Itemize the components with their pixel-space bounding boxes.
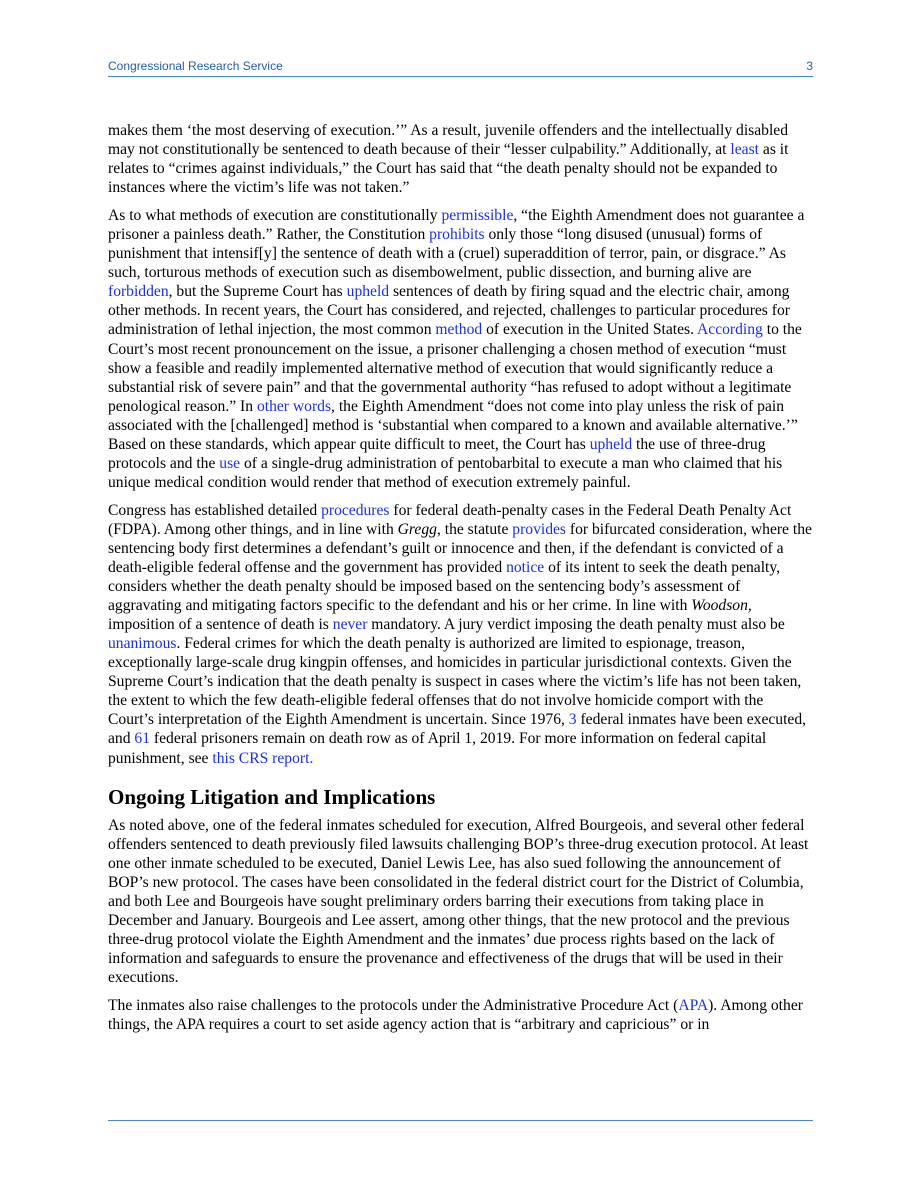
link-upheld-firing-squad[interactable]: upheld [346,283,390,301]
link-according[interactable]: According [697,321,763,339]
paragraph-2: As to what methods of execution are constitutionally permissible, “the Eighth Amendment does not guarantee a prisoner a painless death.” Rather, the Constitution prohibits only those “long disused (unusual) forms of punishment that intensif[y] the sentence of death with a (cruel) superaddition of terror, pain, or disgrace.” As such, torturous methods of execution such as disembowelment, public dissection, and burning alive are forbidden, but the Supreme Court has upheld sentences of death by firing squad and the electric chair, among other methods. In recent years, the Court has considered, and rejected, challenges to particular procedures for administration of lethal injection, the most common method of execution in the United States. According to the Court’s most recent pronouncement on the issue, a prisoner challenging a chosen method of execution “must show a feasible and readily implemented alternative method of execution that would significantly reduce a substantial risk of severe pain” and that the governmental authority “has refused to adopt without a legitimate penological reason.” In other words, the Eighth Amendment “does not come into play unless the risk of pain associated with the [challenged] method is ‘substantial when compared to a known and available alternative.’” Based on these standards, which appear quite difficult to meet, the Court has upheld the use of three-drug protocols and the use of a single-drug administration of pentobarbital to execute a man who claimed that his unique medical condition would render that method of execution extremely painful. [108,207,805,491]
link-method[interactable]: method [435,321,483,339]
link-death-row-count[interactable]: 61 [134,730,151,748]
header-page-number: 3 [806,59,813,73]
section-heading: Ongoing Litigation and Implications [108,784,436,809]
paragraph-5: The inmates also raise challenges to the protocols under the Administrative Procedure Act (APA). Among other things, the APA requires a court to set aside agency action that is “arbitrary and capricious” or in [108,996,803,1034]
link-procedures[interactable]: procedures [321,501,390,519]
footer-divider [108,1120,813,1121]
link-permissible[interactable]: permissible [441,207,514,225]
header-organization: Congressional Research Service [108,59,283,73]
paragraph-3: Congress has established detailed procedures for federal death-penalty cases in the Federal Death Penalty Act (FDPA). Among other things, and in line with Gregg, the statute provides for bifurcated consideration, where the sentencing body first determines a defendant’s guilt or innocence and then, if the defendant is convicted of a death-eligible federal offense and the government has provided notice of its intent to seek the death penalty, considers whether the death penalty should be imposed based on the sentencing body’s assessment of aggravating and mitigating factors specific to the defendant and his or her crime. In line with Woodson, imposition of a sentence of death is never mandatory. A jury verdict imposing the death penalty must also be unanimous. Federal crimes for which the death penalty is authorized are limited to espionage, treason, exceptionally large-scale drug kingpin offenses, and homicides in particular jurisdictional contexts. Given the Supreme Court’s indication that the death penalty is suspect in cases where the victim’s life has not been taken, the extent to which the few death-eligible federal offenses that do not involve homicide comport with the Court’s interpretation of the Eighth Amendment is uncertain. Since 1976, 3 federal inmates have been executed, and 61 federal prisoners remain on death row as of April 1, 2019. For more information on federal capital punishment, see this CRS report. [108,501,812,767]
link-upheld-three-drug[interactable]: upheld [589,435,633,453]
link-forbidden[interactable]: forbidden [108,283,169,301]
link-other-words[interactable]: other words [256,397,332,415]
link-least[interactable]: least [730,141,759,159]
link-crs-report[interactable]: this CRS report. [212,749,314,767]
page-header [108,56,813,77]
link-provides[interactable]: provides [512,520,566,538]
document-body [108,121,813,1043]
link-prohibits[interactable]: prohibits [429,226,485,244]
link-unanimous[interactable]: unanimous [108,635,177,653]
paragraph-1: makes them ‘the most deserving of execution.’” As a result, juvenile offenders and the intellectually disabled may not constitutionally be sentenced to death because of their “lesser culpability.” Additionally, at least as it relates to “crimes against individuals,” the Court has said that “the death penalty should not be expanded to instances where the victim’s life was not taken.” [108,122,789,197]
case-name-woodson: Woodson, [691,597,752,615]
link-use[interactable]: use [219,454,241,472]
link-executed-count[interactable]: 3 [568,711,577,729]
link-notice[interactable]: notice [506,559,545,577]
paragraph-4: As noted above, one of the federal inmates scheduled for execution, Alfred Bourgeois, and several other federal offenders sentenced to death previously filed lawsuits challenging BOP’s three-drug execution protocol. At least one other inmate scheduled to be executed, Daniel Lewis Lee, has also sued following the announcement of BOP’s new protocol. The cases have been consolidated in the federal district court for the District of Columbia, and both Lee and Bourgeois have sought preliminary orders barring their executions from taking place in December and January. Bourgeois and Lee assert, among other things, that the new protocol and the previous three-drug protocol violate the Eighth Amendment and the inmates’ due process rights based on the lack of information and safeguards to ensure the provenance and effectiveness of the drugs that will be used in their executions. [108,816,809,986]
case-name-gregg: Gregg [397,520,437,538]
link-never[interactable]: never [332,616,368,634]
link-apa[interactable]: APA [678,996,709,1014]
